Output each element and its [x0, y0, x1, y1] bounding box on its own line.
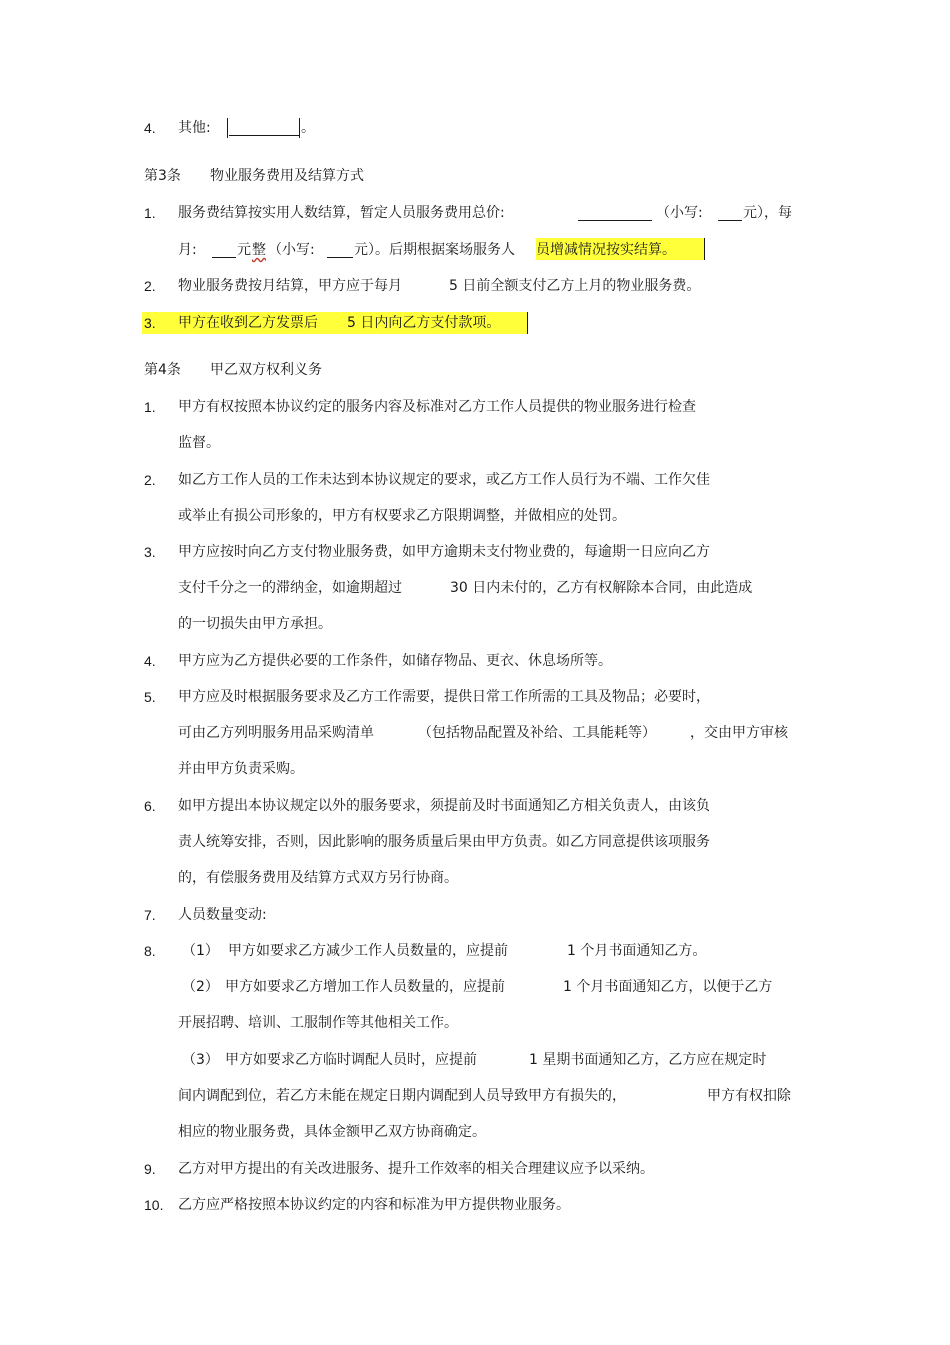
list-number: 2. — [144, 472, 156, 488]
fee-text: 元）。后期根据案场服务人 — [354, 242, 515, 258]
clause-text: 乙方对甲方提出的有关改进服务、提升工作效率的相关合理建议应予以采纳。 — [178, 1161, 654, 1177]
clause-text: 相应的物业服务费，具体金额甲乙双方协商确定。 — [178, 1124, 486, 1140]
other-label: 其他: — [178, 120, 211, 136]
clause-text: 的，有偿服务费用及结算方式双方另行协商。 — [178, 870, 458, 886]
fee-text: （小写: — [268, 242, 315, 258]
clause-text: ，交由甲方审核 — [690, 725, 788, 741]
fee-text: 月: — [178, 242, 197, 258]
fee-text: 整 — [252, 242, 266, 258]
fee-text: （小写: — [656, 205, 703, 221]
clause-text: 支付千分之一的滞纳金，如逾期超过 — [178, 580, 402, 596]
highlighted-text: 5 日内向乙方支付款项。 — [347, 315, 501, 331]
text-cursor — [527, 312, 528, 334]
clause-text: （包括物品配置及补给、工具能耗等） — [418, 725, 656, 741]
fee-text: 服务费结算按实用人数结算，暂定人员服务费用总价: — [178, 205, 505, 221]
fee-text: 元），每 — [743, 205, 792, 221]
clause-text: 如甲方提出本协议规定以外的服务要求，须提前及时书面通知乙方相关负责人，由该负 — [178, 798, 710, 814]
clause-text: 乙方应严格按照本协议约定的内容和标准为甲方提供物业服务。 — [178, 1197, 570, 1213]
other-tail: 。 — [301, 120, 315, 136]
clause-text: 开展招聘、培训、工服制作等其他相关工作。 — [178, 1015, 458, 1031]
list-number: 10. — [144, 1197, 164, 1213]
other-blank-field[interactable] — [229, 120, 299, 136]
list-number: 4. — [144, 120, 156, 136]
clause-text: 监督。 — [178, 435, 220, 451]
list-number: 5. — [144, 689, 156, 705]
sub-clause-tag: （1） — [182, 943, 219, 959]
section-title: 甲乙双方权利义务 — [210, 362, 322, 378]
clause-text: 30 日内未付的，乙方有权解除本合同，由此造成 — [450, 580, 753, 596]
section-title: 物业服务费用及结算方式 — [210, 168, 364, 184]
sub-clause-tag: （2） — [182, 979, 219, 995]
clause-text: 甲方如要求乙方临时调配人员时，应提前 — [225, 1052, 477, 1068]
list-number: 7. — [144, 907, 156, 923]
list-number: 3. — [144, 544, 156, 560]
list-number: 6. — [144, 798, 156, 814]
monthly-fee-small-blank[interactable] — [327, 242, 353, 258]
clause-text: 间内调配到位，若乙方未能在规定日期内调配到人员导致甲方有损失的， — [178, 1088, 626, 1104]
clause-text: 如乙方工作人员的工作未达到本协议规定的要求，或乙方工作人员行为不端、工作欠佳 — [178, 472, 710, 488]
clause-text: 1 个月书面通知乙方。 — [567, 943, 707, 959]
list-number: 1. — [144, 205, 156, 221]
fee-text: 5 日前全额支付乙方上月的物业服务费。 — [449, 278, 701, 294]
clause-text: 可由乙方列明服务用品采购清单 — [178, 725, 374, 741]
clause-text: 甲方应为乙方提供必要的工作条件，如储存物品、更衣、休息场所等。 — [178, 653, 612, 669]
list-number: 2. — [144, 278, 156, 294]
clause-text: 或举止有损公司形象的，甲方有权要求乙方限期调整，并做相应的处罚。 — [178, 508, 626, 524]
section-number: 第3条 — [144, 168, 181, 184]
list-number: 3. — [144, 315, 156, 331]
highlighted-text: 甲方在收到乙方发票后 — [178, 315, 318, 331]
text-cursor — [704, 238, 705, 260]
list-number: 1. — [144, 399, 156, 415]
list-number: 9. — [144, 1161, 156, 1177]
list-number: 4. — [144, 653, 156, 669]
clause-text: 1 星期书面通知乙方，乙方应在规定时 — [529, 1052, 767, 1068]
clause-text: 人员数量变动: — [178, 907, 267, 923]
text-cursor — [299, 118, 300, 138]
total-fee-small-blank[interactable] — [718, 205, 742, 221]
highlighted-text: 员增减情况按实结算。 — [536, 242, 676, 258]
clause-text: 甲方有权扣除 — [707, 1088, 791, 1104]
clause-text: 甲方应按时向乙方支付物业服务费，如甲方逾期未支付物业费的，每逾期一日应向乙方 — [178, 544, 710, 560]
list-number: 8. — [144, 943, 156, 959]
monthly-fee-blank[interactable] — [212, 242, 236, 258]
clause-text: 甲方如要求乙方减少工作人员数量的，应提前 — [228, 943, 508, 959]
clause-text: 责人统筹安排，否则，因此影响的服务质量后果由甲方负责。如乙方同意提供该项服务 — [178, 834, 710, 850]
sub-clause-tag: （3） — [182, 1052, 219, 1068]
fee-text: 元 — [237, 242, 251, 258]
total-fee-blank[interactable] — [578, 205, 652, 221]
text-cursor — [227, 118, 228, 138]
clause-text: 的一切损失由甲方承担。 — [178, 616, 332, 632]
section-number: 第4条 — [144, 362, 181, 378]
clause-text: 甲方有权按照本协议约定的服务内容及标准对乙方工作人员提供的物业服务进行检查 — [178, 399, 696, 415]
clause-text: 甲方应及时根据服务要求及乙方工作需要，提供日常工作所需的工具及物品；必要时， — [178, 689, 710, 705]
clause-text: 甲方如要求乙方增加工作人员数量的，应提前 — [225, 979, 505, 995]
clause-text: 并由甲方负责采购。 — [178, 761, 304, 777]
clause-text: 1 个月书面通知乙方，以便于乙方 — [563, 979, 773, 995]
fee-text: 物业服务费按月结算，甲方应于每月 — [178, 278, 402, 294]
